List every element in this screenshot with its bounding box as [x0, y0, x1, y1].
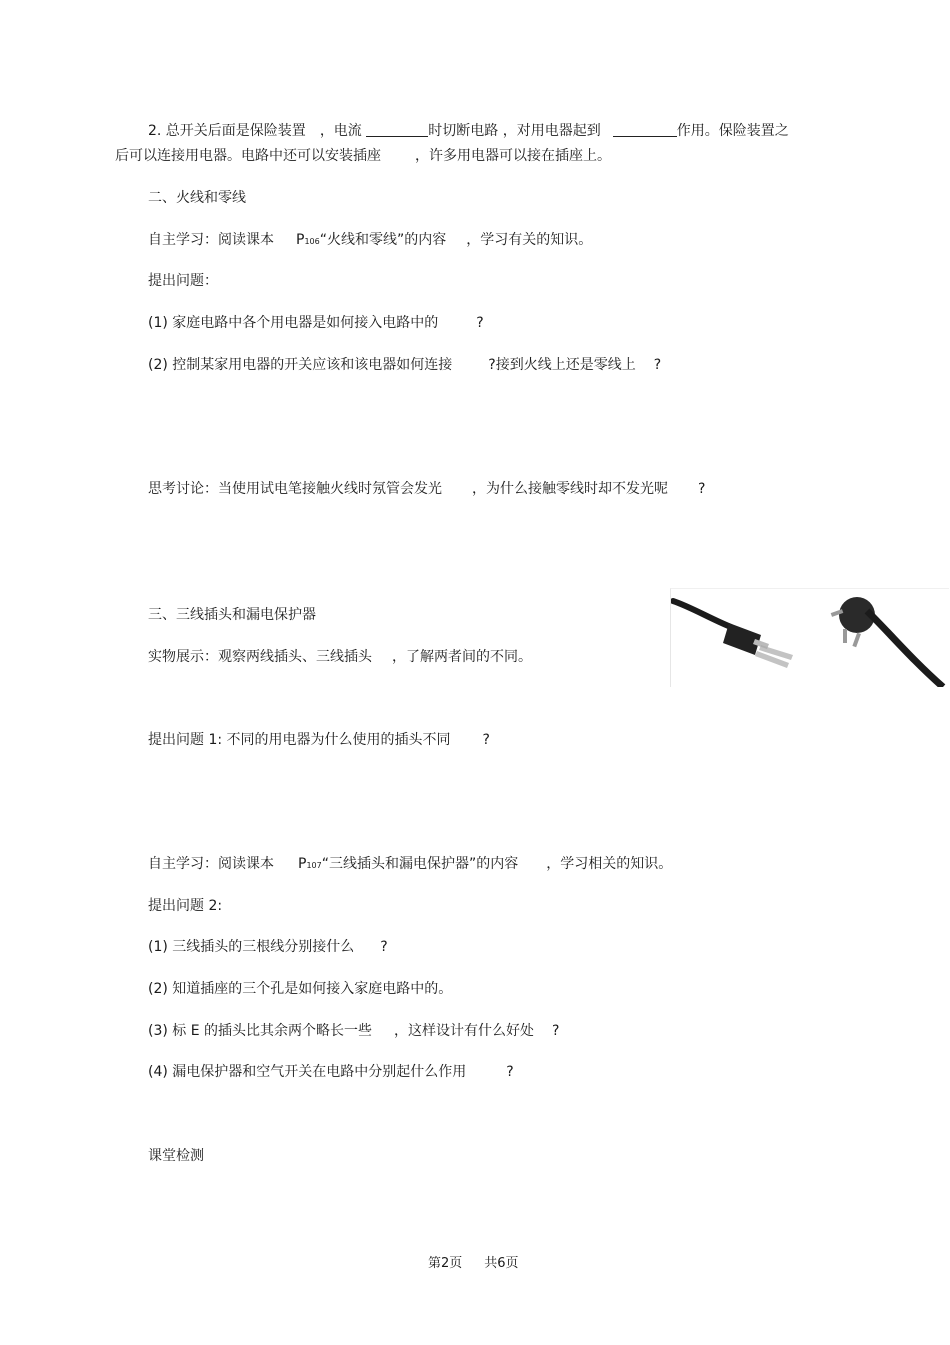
text-line [148, 480, 705, 498]
text-segment: (3) 标 E 的插头比其余两个略长一些 [148, 1023, 373, 1039]
section-heading: 课堂检测 [148, 1148, 204, 1164]
text-segment: 2. 总开关后面是保险装置 [148, 123, 306, 139]
question-item [148, 314, 484, 332]
text-segment: ?接到火线上还是零线上 [488, 357, 636, 373]
text-segment: ? [380, 939, 388, 955]
text-line [148, 231, 592, 251]
question-item [148, 1022, 559, 1040]
text-line [148, 648, 532, 666]
text-segment: 时切断电路 [428, 123, 499, 139]
text-segment: (2) 控制某家用电器的开关应该和该电器如何连接 [148, 357, 453, 373]
text-segment: ? [506, 1064, 514, 1080]
text-segment: 思考讨论：当使用试电笔接触火线时氖管会发光 [148, 481, 442, 497]
text-segment: P [298, 856, 307, 872]
text-segment: ，为什么接触零线时却不发光呢 [472, 481, 668, 497]
subscript: 107 [306, 861, 322, 870]
page-total: 共6页 [484, 1256, 519, 1271]
text-segment: 提出问题 1: 不同的用电器为什么使用的插头不同 [148, 732, 451, 748]
text-line [148, 122, 789, 140]
subscript: 106 [304, 237, 320, 246]
text-segment: ，这样设计有什么好处 [394, 1023, 535, 1039]
text-segment: 作用。保险装置之 [676, 123, 789, 139]
section-heading: 二、火线和零线 [148, 190, 246, 206]
text-segment: ，了解两者间的不同。 [392, 649, 532, 665]
plugs-image [671, 589, 949, 687]
text-segment: ? [653, 357, 662, 373]
question-item [148, 356, 661, 374]
text-segment: ? [698, 481, 706, 497]
question-item [148, 731, 490, 749]
text-line: 提出问题： [148, 273, 218, 289]
text-segment: ? [482, 732, 490, 748]
text-line [148, 855, 672, 875]
question-item [148, 938, 388, 956]
text-segment: ? [552, 1023, 560, 1039]
question-item [148, 1063, 514, 1081]
text-line [115, 147, 611, 165]
page-number [428, 1255, 519, 1273]
fill-blank [366, 122, 428, 137]
text-segment: (1) 三线插头的三根线分别接什么 [148, 939, 355, 955]
text-segment: 实物展示：观察两线插头、三线插头 [148, 649, 372, 665]
text-segment: ，电流 [319, 123, 362, 139]
text-segment: 后可以连接用电器。电路中还可以安装插座 [115, 148, 381, 164]
text-segment: 自主学习：阅读课本 [148, 856, 274, 872]
text-segment: ，学习有关的知识。 [466, 232, 593, 248]
page-current: 第2页 [428, 1256, 463, 1271]
text-segment: ，学习相关的知识。 [546, 856, 673, 872]
text-segment: ? [476, 315, 484, 331]
text-segment: P [296, 232, 305, 248]
text-segment: “三线插头和漏电保护器”的内容 [321, 856, 519, 872]
question-item: (2) 知道插座的三个孔是如何接入家庭电路中的。 [148, 981, 453, 997]
text-segment: (4) 漏电保护器和空气开关在电路中分别起什么作用 [148, 1064, 467, 1080]
fill-blank [613, 122, 677, 137]
text-segment: “火线和零线”的内容 [319, 232, 447, 248]
section-heading: 三、三线插头和漏电保护器 [148, 607, 316, 623]
text-segment: ，许多用电器可以接在插座上。 [415, 148, 611, 164]
text-segment: (1) 家庭电路中各个用电器是如何接入电路中的 [148, 315, 439, 331]
text-segment: ，对用电器起到 [502, 123, 601, 139]
plug-photo [670, 588, 949, 687]
text-line: 提出问题 2: [148, 898, 223, 914]
text-segment: 自主学习：阅读课本 [148, 232, 274, 248]
